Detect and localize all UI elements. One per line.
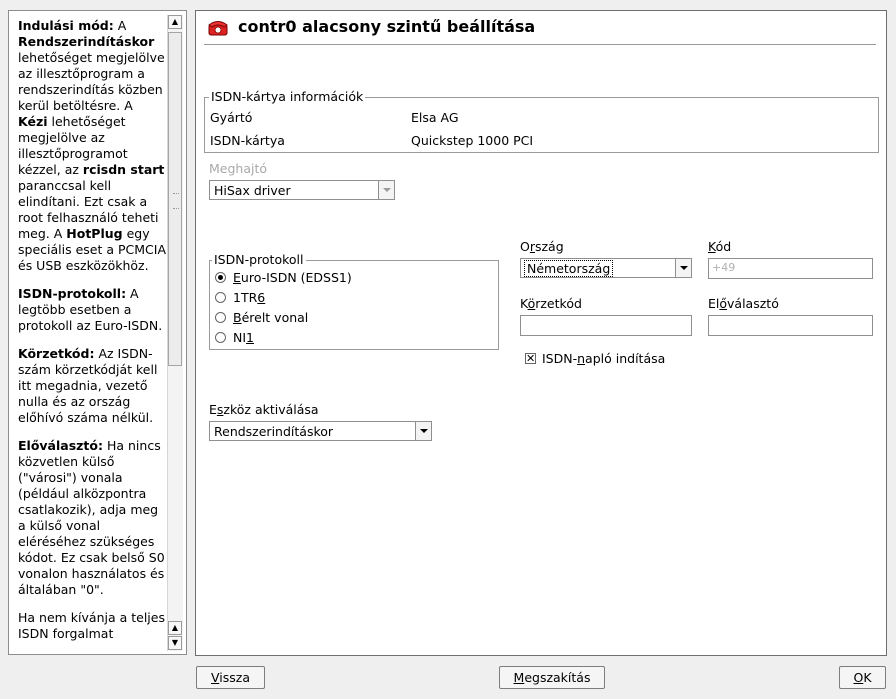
protocol-radio-leased[interactable] — [215, 312, 226, 323]
back-button[interactable]: Vissza — [196, 666, 265, 689]
help-paragraph: Indulási mód: A Rendszerindításkor lehetőséget megjelölve az illesztőprogram a rendszerindítás közben kerül betöltésre. A Kézi lehetőséget megjelölve az illesztőprogramot kézzel, az rcisdn start paranccsal kell elindítani. Ezt csak a root felhasználó teheti meg. A HotPlug egy speciális eset a PCMCIA és USB eszközökhöz. — [18, 18, 166, 273]
help-scrollbar[interactable] — [167, 15, 183, 651]
protocol-radio-ni1[interactable] — [215, 332, 226, 343]
ok-button[interactable]: OK — [839, 666, 886, 689]
protocol-option-1tr6[interactable]: 1TR6 — [233, 290, 266, 305]
chevron-down-icon — [675, 259, 691, 277]
driver-label: Meghajtó — [209, 161, 268, 176]
log-checkbox-label[interactable]: ISDN-napló indítása — [542, 351, 666, 366]
code-field[interactable]: +49 — [708, 258, 873, 279]
cancel-button[interactable]: Megszakítás — [499, 666, 605, 689]
country-label: Ország — [520, 239, 564, 254]
chevron-down-icon — [378, 181, 394, 199]
card-info-group — [204, 89, 879, 153]
help-paragraph: ISDN-protokoll: A legtöbb esetben a protokoll az Euro-ISDN. — [18, 286, 163, 333]
help-text — [18, 18, 166, 654]
protocol-radio-euro[interactable] — [215, 272, 226, 283]
page-title: contr0 alacsony szintű beállítása — [238, 17, 536, 36]
driver-select[interactable]: HiSax driver — [209, 180, 395, 200]
main-panel — [195, 10, 887, 656]
card-label: ISDN-kártya — [210, 133, 285, 148]
phone-icon — [208, 19, 228, 36]
protocol-option-ni1[interactable]: NI1 — [233, 330, 254, 345]
help-paragraph: Körzetkód: Az ISDN-szám körzetkódját kell itt megadnia, vezető nulla és az ország előhívó száma nélkül. — [18, 346, 158, 425]
card-value: Quickstep 1000 PCI — [411, 133, 534, 148]
vendor-label: Gyártó — [210, 110, 253, 125]
scroll-up-button-bottom[interactable]: ▲ — [168, 621, 182, 635]
prefix-field[interactable] — [708, 315, 873, 336]
protocol-legend: ISDN-protokoll — [214, 252, 304, 267]
code-label: Kód — [708, 239, 732, 254]
country-select[interactable]: Németország — [520, 258, 692, 278]
help-paragraph: Ha nem kívánja a teljes ISDN forgalmat — [18, 610, 165, 641]
activation-select[interactable]: Rendszerindításkor — [209, 421, 432, 441]
help-panel — [8, 10, 187, 655]
help-paragraph: Előválasztó: Ha nincs közvetlen külső ("városi") vonala (például alközpontra csatlakozik), adja meg a külső vonal eléréséhez szükséges kódot. Ez csak belső S0 vonalon használatos és általában "0". — [18, 438, 165, 597]
protocol-option-leased[interactable]: Bérelt vonal — [233, 310, 309, 325]
area-code-field[interactable] — [520, 315, 692, 336]
chevron-down-icon — [415, 422, 431, 440]
log-checkbox[interactable]: ✕ — [526, 352, 536, 365]
activation-label: Eszköz aktiválása — [209, 402, 319, 417]
scroll-thumb[interactable] — [168, 32, 182, 366]
protocol-option-euro[interactable]: Euro-ISDN (EDSS1) — [233, 270, 352, 285]
area-code-label: Körzetkód — [520, 296, 582, 311]
card-info-legend: ISDN-kártya információk — [211, 89, 364, 104]
protocol-radio-1tr6[interactable] — [215, 292, 226, 303]
vendor-value: Elsa AG — [411, 110, 459, 125]
scroll-up-button[interactable]: ▲ — [168, 15, 182, 29]
scroll-down-button[interactable]: ▼ — [168, 636, 182, 650]
prefix-label: Előválasztó — [708, 296, 779, 311]
title-divider — [204, 44, 876, 45]
